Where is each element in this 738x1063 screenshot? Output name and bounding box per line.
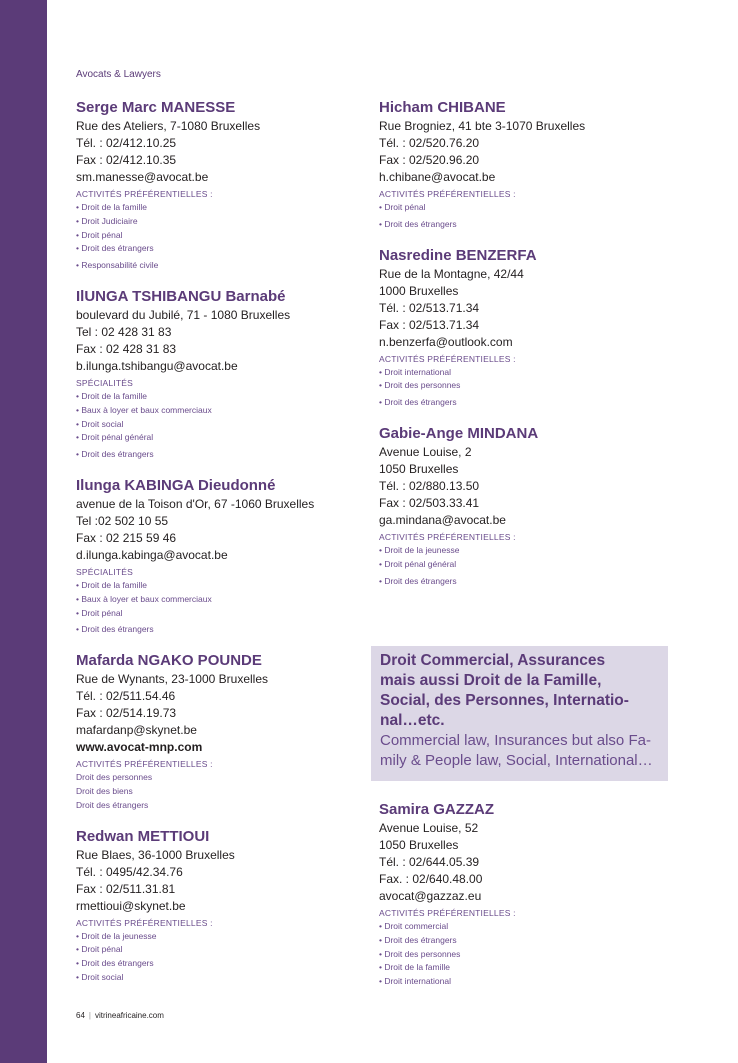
phone-line: Tél. : 02/520.76.20: [379, 136, 480, 150]
specialty-item: • Responsabilité civile: [76, 260, 159, 271]
address-line: Rue de Wynants, 23-1000 Bruxelles: [76, 672, 268, 687]
address-line: boulevard du Jubilé, 71 - 1080 Bruxelles: [76, 307, 291, 322]
specialty-item: • Droit de la famille: [76, 390, 148, 401]
lawyer-entry: [76, 476, 356, 637]
specialties-title: SPÉCIALITÉS: [76, 377, 133, 388]
specialty-item: • Droit des étrangers: [76, 243, 154, 254]
lawyer-name: Gabie-Ange MINDANA: [379, 424, 539, 442]
specialties-title: ACTIVITÉS PRÉFÉRENTIELLES :: [76, 917, 213, 928]
specialty-item: Droit des étrangers: [76, 799, 149, 810]
city-line: 1000 Bruxelles: [379, 283, 459, 298]
specialty-item: • Droit Judiciaire: [76, 215, 138, 226]
specialty-item: • Baux à loyer et baux commerciaux: [76, 593, 212, 604]
specialty-item: • Droit de la famille: [379, 962, 451, 973]
email-line[interactable]: mafardanp@skynet.be: [76, 723, 197, 738]
specialty-item: • Droit des étrangers: [76, 624, 154, 635]
specialty-item: • Droit des étrangers: [379, 397, 457, 408]
section-header: Avocats & Lawyers: [76, 69, 161, 80]
specialty-item: • Droit des personnes: [379, 948, 461, 959]
specialty-item: • Droit de la famille: [76, 579, 148, 590]
callout-french-line: Droit Commercial, Assurances: [380, 652, 606, 669]
phone-line: Tél. : 02/644.05.39: [379, 855, 480, 869]
left-column: [76, 98, 356, 999]
specialty-item: • Droit social: [76, 971, 124, 982]
fax-line: Fax : 02/412.10.35: [76, 153, 177, 167]
page-number: 64: [76, 1011, 85, 1020]
lawyer-name: Serge Marc MANESSE: [76, 99, 236, 116]
specialty-item: • Droit des personnes: [379, 380, 461, 391]
lawyer-entry: [379, 800, 679, 989]
lawyer-entry: [76, 98, 356, 273]
phone-line: Tel :02 502 10 55: [76, 513, 169, 528]
callout-english-line: Commercial law, Insurances but also Fa-: [380, 732, 651, 749]
email-line[interactable]: h.chibane@avocat.be: [379, 170, 496, 184]
specialty-item: • Droit pénal: [76, 944, 123, 955]
lawyer-entry: [379, 424, 679, 588]
page-footer: [76, 1011, 164, 1020]
fax-line: Fax : 02/511.31.81: [76, 881, 176, 896]
specialties-title: ACTIVITÉS PRÉFÉRENTIELLES :: [76, 189, 213, 199]
bottom-right-column: [379, 800, 679, 1003]
lawyer-name: Nasredine BENZERFA: [379, 246, 537, 264]
specialty-item: • Droit des étrangers: [379, 575, 457, 586]
fax-line: Fax : 02/503.33.41: [379, 495, 480, 510]
email-line[interactable]: avocat@gazzaz.eu: [379, 889, 482, 903]
lawyer-name: IlUNGA TSHIBANGU Barnabé: [76, 287, 286, 305]
phone-line: Tél. : 02/513.71.34: [379, 300, 480, 315]
address-line: avenue de la Toison d'Or, 67 -1060 Bruxelles: [76, 496, 315, 511]
callout-french-line: Social, des Personnes, Internatio-: [380, 692, 629, 709]
specialty-item: • Droit pénal général: [379, 558, 457, 569]
callout-english-line: mily & People law, Social, International…: [380, 752, 653, 769]
callout-french-line: mais aussi Droit de la Famille,: [380, 672, 602, 689]
specialty-item: • Droit pénal général: [76, 432, 154, 443]
email-line[interactable]: n.benzerfa@outlook.com: [379, 334, 513, 349]
fax-line: Fax : 02 428 31 83: [76, 341, 177, 356]
specialty-item: • Droit commercial: [379, 921, 449, 931]
specialties-title: SPÉCIALITÉS: [76, 566, 133, 577]
specialty-item: • Droit pénal: [76, 607, 123, 618]
fax-line: Fax : 02/513.71.34: [379, 317, 480, 332]
footer-separator: |: [88, 1011, 91, 1020]
specialty-item: • Droit de la famille: [76, 202, 148, 212]
email-line[interactable]: ga.mindana@avocat.be: [379, 512, 506, 527]
specialty-item: • Droit international: [379, 366, 451, 377]
lawyer-entry: [76, 651, 356, 812]
specialty-item: • Droit des étrangers: [379, 934, 457, 945]
phone-line: Tél. : 02/412.10.25: [76, 136, 177, 150]
callout-french-line: nal…etc.: [380, 712, 445, 729]
specialty-item: Droit des personnes: [76, 772, 153, 783]
phone-line: Tel : 02 428 31 83: [76, 324, 172, 339]
city-line: 1050 Bruxelles: [379, 838, 459, 852]
specialty-item: • Droit de la jeunesse: [379, 544, 460, 555]
specialties-title: ACTIVITÉS PRÉFÉRENTIELLES :: [379, 353, 516, 364]
right-column: [379, 98, 679, 602]
address-line: Avenue Louise, 52: [379, 821, 479, 835]
address-line: Rue de la Montagne, 42/44: [379, 266, 524, 281]
lawyer-entry: [76, 287, 356, 462]
specialties-title: ACTIVITÉS PRÉFÉRENTIELLES :: [379, 908, 516, 918]
specialties-title: ACTIVITÉS PRÉFÉRENTIELLES :: [379, 189, 516, 199]
email-line[interactable]: rmettioui@skynet.be: [76, 898, 186, 913]
phone-line: Tél. : 02/880.13.50: [379, 478, 480, 493]
lawyer-name: Samira GAZZAZ: [379, 801, 495, 818]
fax-line: Fax : 02 215 59 46: [76, 530, 177, 545]
specialty-item: • Droit des étrangers: [76, 958, 154, 969]
lawyer-entry: [379, 246, 679, 410]
specialty-item: • Droit pénal: [379, 202, 426, 212]
email-line[interactable]: d.ilunga.kabinga@avocat.be: [76, 547, 228, 562]
specialty-item: • Droit des étrangers: [76, 449, 154, 460]
address-line: Rue Blaes, 36-1000 Bruxelles: [76, 847, 235, 862]
address-line: Avenue Louise, 2: [379, 444, 472, 459]
phone-line: Tél. : 02/511.54.46: [76, 689, 176, 704]
address-line: Rue des Ateliers, 7-1080 Bruxelles: [76, 119, 261, 133]
specialty-item: Droit des biens: [76, 785, 133, 796]
specialty-item: • Droit pénal: [76, 229, 123, 240]
specialty-item: • Droit de la jeunesse: [76, 930, 157, 941]
lawyer-name: Redwan METTIOUI: [76, 827, 210, 845]
lawyer-name: Ilunga KABINGA Dieudonné: [76, 476, 276, 494]
lawyer-entry: [76, 827, 356, 985]
specialty-item: • Droit des étrangers: [379, 218, 457, 229]
specialties-title: ACTIVITÉS PRÉFÉRENTIELLES :: [379, 531, 516, 542]
sidebar-band: [0, 0, 47, 1063]
lawyer-name: Hicham CHIBANE: [379, 99, 506, 116]
phone-line: Tél. : 0495/42.34.76: [76, 864, 183, 879]
specialty-item: • Droit international: [379, 976, 451, 987]
city-line: 1050 Bruxelles: [379, 461, 459, 476]
fax-line: Fax. : 02/640.48.00: [379, 872, 483, 886]
specialty-item: • Baux à loyer et baux commerciaux: [76, 404, 212, 415]
fax-line: Fax : 02/514.19.73: [76, 706, 177, 721]
specialty-item: • Droit social: [76, 418, 124, 429]
email-line[interactable]: b.ilunga.tshibangu@avocat.be: [76, 358, 238, 373]
fax-line: Fax : 02/520.96.20: [379, 153, 480, 167]
lawyer-entry: [379, 98, 679, 232]
email-line[interactable]: sm.manesse@avocat.be: [76, 170, 209, 184]
address-line: Rue Brogniez, 41 bte 3-1070 Bruxelles: [379, 119, 586, 133]
footer-site-link[interactable]: vitrineafricaine.com: [94, 1011, 164, 1020]
practice-areas-callout: [371, 646, 668, 781]
website-link[interactable]: www.avocat-mnp.com: [76, 740, 203, 755]
lawyer-name: Mafarda NGAKO POUNDE: [76, 652, 262, 670]
specialties-title: ACTIVITÉS PRÉFÉRENTIELLES :: [76, 759, 213, 770]
